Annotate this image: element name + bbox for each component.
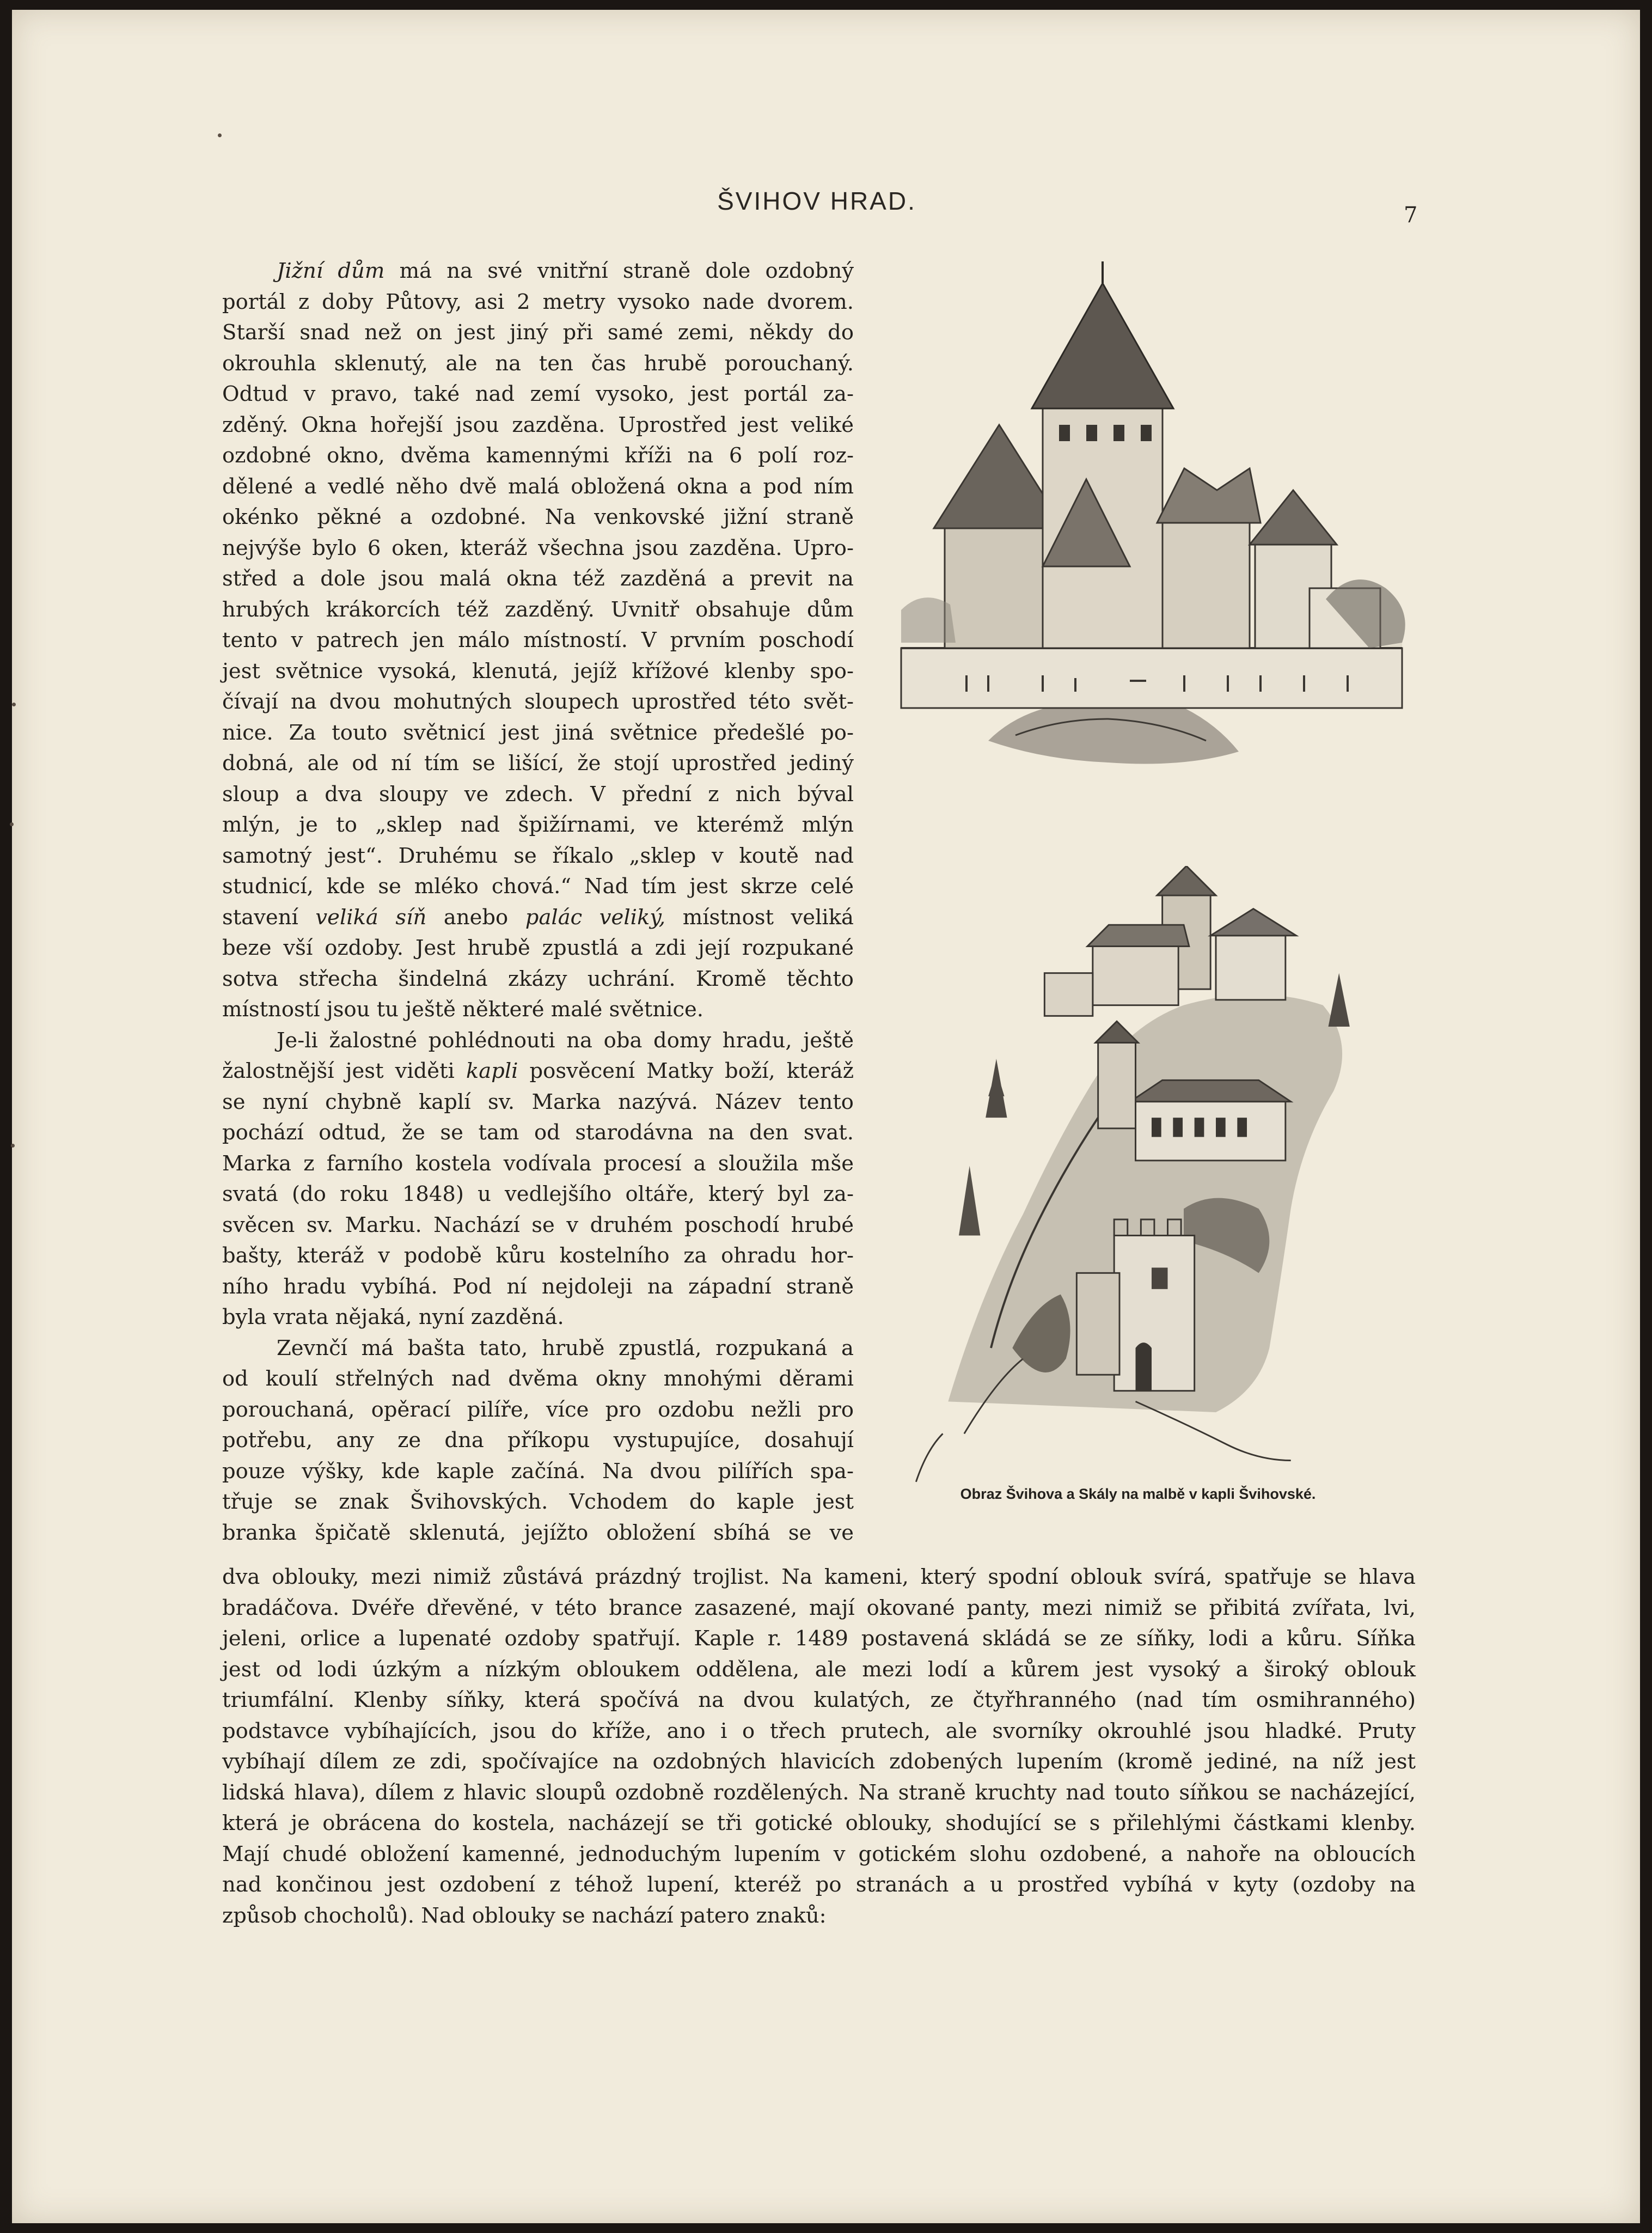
text-line: vybíhají dílem ze zdi, spočívajíce na ozdobných hlavicích zdobených lupením (kromě jediné, na níž jest: [222, 1749, 1416, 1774]
text-line: [222, 1425, 854, 1456]
text-run: od koulí střelných nad dvěma okny mnohými děrami: [222, 1366, 854, 1391]
text-line: lidská hlava), dílem z hlavic sloupů ozdobně rozdělených. Na straně kruchty nad touto síňkou se nacházející,: [222, 1780, 1416, 1805]
text-line: [222, 718, 854, 749]
text-run: ního hradu vybíhá. Pod ní nejdoleji na západní straně: [222, 1274, 854, 1299]
text-line: [222, 441, 854, 472]
text-line: jeleni, orlice a lupenaté ozdoby spatřují. Kaple r. 1489 postavená skládá se ze síňky, lodi a kůru. Síňka: [222, 1626, 1416, 1651]
text-run: tento v patrech jen málo místností. V prvním poschodí: [222, 628, 854, 652]
text-run: ozdobné okno, dvěma kamennými kříži na 6 polí roz-: [222, 443, 854, 468]
italic-text: veliká síň: [315, 905, 427, 930]
text-run: svěcen sv. Marku. Nachází se v druhém poschodí hrubé: [222, 1212, 854, 1237]
text-line: [222, 871, 854, 902]
text-run: branka špičatě sklenutá, jejížto obložení sbíhá se ve: [222, 1520, 854, 1545]
margin-mark: [12, 703, 16, 706]
text-run: anebo: [426, 905, 525, 930]
text-run: potřebu, any ze dna příkopu vystupujíce, dosahují: [222, 1428, 854, 1453]
text-line: způsob chocholů). Nad oblouky se nachází patero znaků:: [222, 1903, 827, 1928]
text-run: zděný. Okna hořejší jsou zazděna. Uprostřed jest veliké: [222, 412, 854, 437]
text-line: [222, 349, 854, 380]
text-line: [222, 1241, 854, 1272]
text-line: [222, 1026, 854, 1057]
text-run: okénko pěkné a ozdobné. Na venkovské jižní straně: [222, 505, 854, 529]
text-line: [222, 1364, 854, 1395]
text-run: Odtud v pravo, také nad zemí vysoko, jest portál za-: [222, 382, 854, 406]
text-run: místností jsou tu ještě některé malé světnice.: [222, 997, 704, 1022]
text-line: [222, 1210, 854, 1241]
text-line: podstavce vybíhajících, jsou do kříže, ano i o třech prutech, ale svorníky okrouhlé jsou hladké. Pruty: [222, 1718, 1416, 1743]
text-run: beze vší ozdoby. Jest hrubě zpustlá a zdi její rozpukané: [222, 936, 854, 960]
text-run: mlýn, je to „sklep nad špižírnami, ve kterémž mlýn: [222, 813, 854, 837]
text-line: [222, 779, 854, 810]
text-line: dva oblouky, mezi nimiž zůstává prázdný trojlist. Na kameni, který spodní oblouk svírá, spatřuje se hlava: [222, 1565, 1416, 1589]
text-line: [222, 687, 854, 718]
text-line: [222, 1456, 854, 1487]
text-run: hrubých krákorcích též zazděný. Uvnitř obsahuje dům: [222, 597, 854, 622]
text-run: třuje se znak Švihovských. Vchodem do kaple jest: [222, 1490, 854, 1514]
text-line: [222, 933, 854, 964]
text-line: [222, 1149, 854, 1180]
text-run: čívají na dvou mohutných sloupech uprostřed této svět-: [222, 690, 854, 714]
text-run: svatá (do roku 1848) u vedlejšího oltáře, který byl za-: [222, 1182, 854, 1206]
text-line: [222, 533, 854, 564]
text-run: se nyní chybně kaplí sv. Marka nazývá. Název tento: [222, 1089, 854, 1114]
text-line: [222, 995, 854, 1026]
text-run: Starší snad než on jest jiný při samé zemi, někdy do: [222, 320, 854, 345]
text-line: [222, 256, 854, 287]
text-line: [222, 902, 854, 934]
text-run: nejvýše bylo 6 oken, kteráž všechna jsou zazděna. Upro-: [222, 535, 854, 560]
text-run: pochází odtud, že se tam od starodávna na den svat.: [222, 1120, 854, 1145]
text-run: má na své vnitřní straně dole ozdobný: [384, 259, 854, 283]
text-line: [222, 595, 854, 626]
castle-illustration-skala: [879, 866, 1424, 1509]
text-run: sotva střecha šindelná zkázy uchrání. Kromě těchto: [222, 966, 854, 991]
text-line: [222, 1518, 854, 1549]
text-run: samotný jest“. Druhému se říkalo „sklep v koutě nad: [222, 843, 854, 868]
text-run: studnicí, kde se mléko chová.“ Nad tím jest skrze celé: [222, 874, 854, 899]
text-line: [222, 1302, 854, 1333]
margin-mark: [218, 133, 222, 137]
running-header: ŠVIHOV HRAD.: [717, 187, 916, 215]
text-line: [222, 1395, 854, 1426]
text-run: sloup a dva sloupy ve zdech. V přední z nich býval: [222, 782, 854, 807]
castle-illustration-svihov: [879, 261, 1424, 795]
text-run: dělené a vedlé něho dvě malá obložená okna a pod ním: [222, 474, 854, 499]
text-line: nad končinou jest ozdobení z téhož lupení, kteréž po stranách a u prostřed vybíhá v kyty (ozdoby na: [222, 1872, 1416, 1897]
text-run: nice. Za touto světnicí jest jiná světnice předešlé po-: [222, 720, 854, 745]
text-run: Je-li žalostné pohlédnouti na oba domy hradu, ještě: [277, 1028, 854, 1053]
text-line: [222, 1272, 854, 1303]
text-run: okrouhla sklenutý, ale na ten čas hrubě porouchaný.: [222, 351, 854, 376]
text-line: [222, 1056, 854, 1087]
text-run: Marka z farního kostela vodívala procesí a sloužila mše: [222, 1151, 854, 1176]
italic-text: Jižní dům: [277, 259, 385, 283]
text-line: [222, 1487, 854, 1518]
text-line: která je obrácena do kostela, nacházejí se tři gotické oblouky, shodující se s přilehlými částkami klenby.: [222, 1811, 1416, 1835]
text-line: [222, 472, 854, 503]
text-line: bradáčova. Dvéře dřevěné, v této brance zasazené, mají okované panty, mezi nimiž se přibitá zvířata, lvi,: [222, 1595, 1416, 1620]
text-line: [222, 564, 854, 595]
text-line: [222, 964, 854, 995]
text-line: [222, 1118, 854, 1149]
text-line: [222, 1087, 854, 1118]
text-run: pouze výšky, kde kaple začíná. Na dvou pilířích spa-: [222, 1459, 854, 1484]
text-line: [222, 841, 854, 872]
text-run: jest světnice vysoká, klenutá, jejíž křížové klenby spo-: [222, 658, 854, 684]
text-line: jest od lodi úzkým a nízkým obloukem oddělena, ale mezi lodí a kůrem jest vysoký a široký oblouk: [222, 1657, 1416, 1682]
text-line: triumfální. Klenby síňky, která spočívá na dvou kulatých, ze čtyřhranného (nad tím osmihranného): [222, 1688, 1416, 1712]
text-line: [222, 287, 854, 318]
left-column-text: [222, 256, 854, 1548]
text-line: [222, 502, 854, 533]
text-run: Zevnčí má bašta tato, hrubě zpustlá, rozpukaná a: [277, 1335, 854, 1360]
text-run: posvěcení Matky boží, kteráž: [518, 1059, 854, 1083]
text-run: dobná, ale od ní tím se lišící, že stojí uprostřed jediný: [222, 751, 854, 776]
text-line: Mají chudé obložení kamenné, jednoduchým lupením v gotickém slohu ozdobené, a nahoře na obloucích: [222, 1841, 1416, 1866]
text-run: porouchaná, opěrací pilíře, více pro ozdobu nežli pro: [222, 1397, 854, 1422]
full-width-text: [222, 1562, 1416, 1931]
text-line: [222, 1333, 854, 1364]
text-run: žalostnější jest viděti: [222, 1059, 466, 1083]
figure-caption: Obraz Švihova a Skály na malbě v kapli Švihovské.: [960, 1486, 1316, 1502]
text-run: místnost veliká: [665, 905, 854, 930]
italic-text: palác veliký,: [525, 905, 666, 930]
text-line: [222, 1179, 854, 1210]
text-line: [222, 318, 854, 349]
text-run: bašty, kteráž v podobě kůru kostelního za ohradu hor-: [222, 1243, 854, 1268]
text-line: [222, 410, 854, 441]
text-line: [222, 656, 854, 687]
page-number: 7: [1404, 203, 1418, 228]
text-line: [222, 810, 854, 841]
text-run: byla vrata nějaká, nyní zazděná.: [222, 1305, 564, 1329]
text-run: střed a dole jsou malá okna též zazděná a previt na: [222, 566, 854, 591]
text-line: [222, 748, 854, 779]
text-run: portál z doby Půtovy, asi 2 metry vysoko nade dvorem.: [222, 289, 854, 314]
margin-mark: [10, 822, 14, 826]
text-line: [222, 379, 854, 410]
text-line: [222, 625, 854, 656]
text-run: stavení: [222, 905, 316, 930]
margin-mark: [11, 1144, 15, 1148]
italic-text: kapli: [466, 1059, 518, 1083]
